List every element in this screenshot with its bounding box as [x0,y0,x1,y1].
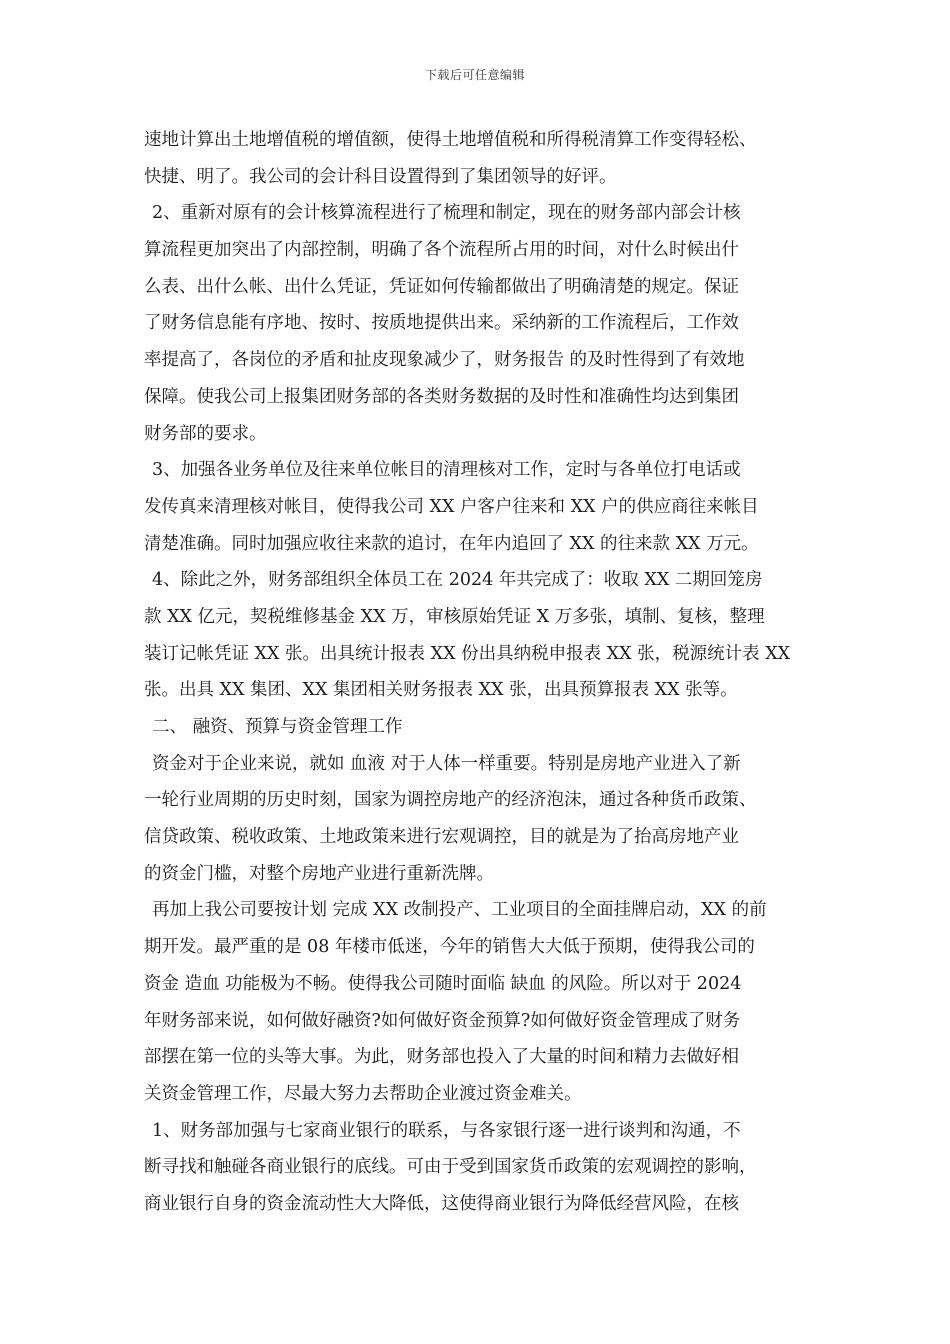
text-line: 商业银行自身的资金流动性大大降低，这使得商业银行为降低经营风险，在核 [144,1193,739,1214]
text-line: 再加上我公司要按计划 完成 XX 改制投产、工业项目的全面挂牌启动，XX 的前 [152,900,767,921]
text-line: 清楚准确。同时加强应收往来款的追讨，在年内追回了 XX 的往来款 XX 万元。 [144,533,759,554]
text-line: 财务部的要求。 [144,423,267,444]
text-line: 的资金门槛，对整个房地产业进行重新洗牌。 [144,863,494,884]
text-line: 保障。使我公司上报集团财务部的各类财务数据的及时性和准确性均达到集团 [144,386,739,407]
text-line: 了财务信息能有序地、按时、按质地提供出来。采纳新的工作流程后，工作效 [144,313,739,334]
text-line: 信贷政策、税收政策、土地政策来进行宏观调控，目的就是为了抬高房地产业 [144,827,739,848]
text-line: 算流程更加突出了内部控制，明确了各个流程所占用的时间，对什么时候出什 [144,240,739,261]
text-line: 么表、出什么帐、出什么凭证，凭证如何传输都做出了明确清楚的规定。保证 [144,276,739,297]
text-line: 年财务部来说，如何做好融资?如何做好资金预算?如何做好资金管理成了财务 [144,1010,741,1031]
text-line: 资金 造血 功能极为不畅。使得我公司随时面临 缺血 的风险。所以对于 2024 [144,973,742,994]
text-line: 1、财务部加强与七家商业银行的联系，与各家银行逐一进行谈判和沟通，不 [152,1120,741,1141]
text-line: 2、重新对原有的会计核算流程进行了梳理和制定，现在的财务部内部会计核 [152,203,741,224]
text-line: 4、除此之外，财务部组织全体员工在 2024 年共完成了：收取 XX 二期回笼房 [152,570,763,591]
text-line: 资金对于企业来说，就如 血液 对于人体一样重要。特别是房地产业进入了新 [152,753,741,774]
text-line: 装订记帐凭证 XX 张。出具统计报表 XX 份出具纳税申报表 XX 张，税源统计表 XX [144,643,791,664]
text-line: 3、加强各业务单位及往来单位帐目的清理核对工作，定时与各单位打电话或 [152,460,741,481]
text-line: 断寻找和触碰各商业银行的底线。可由于受到国家货币政策的宏观调控的影响， [144,1157,757,1178]
text-line: 部摆在第一位的头等大事。为此，财务部也投入了大量的时间和精力去做好相 [144,1047,739,1068]
text-line: 张。出具 XX 集团、XX 集团相关财务报表 XX 张，出具预算报表 XX 张等。 [144,680,738,701]
text-line: 二、 融资、预算与资金管理工作 [152,717,403,737]
text-line: 一轮行业周期的历史时刻，国家为调控房地产的经济泡沫，通过各种货币政策、 [144,790,757,811]
page-header-note: 下载后可任意编辑 [424,68,525,82]
text-line: 关资金管理工作，尽最大努力去帮助企业渡过资金难关。 [144,1083,582,1104]
document-body [144,122,808,1223]
text-line: 快捷、明了。我公司的会计科目设置得到了集团领导的好评。 [144,166,617,187]
text-line: 款 XX 亿元，契税维修基金 XX 万，审核原始凭证 X 万多张，填制、复核，整理 [144,606,765,627]
text-line: 速地计算出土地增值税的增值额，使得土地增值税和所得税清算工作变得轻松、 [144,130,757,150]
text-line: 期开发。最严重的是 08 年楼市低迷，今年的销售大大低于预期，使得我公司的 [144,937,755,958]
text-line: 发传真来清理核对帐目，使得我公司 XX 户客户往来和 XX 户的供应商往来帐目 [144,496,759,517]
text-line: 率提高了，各岗位的矛盾和扯皮现象减少了，财务报告 的及时性得到了有效地 [144,350,745,371]
